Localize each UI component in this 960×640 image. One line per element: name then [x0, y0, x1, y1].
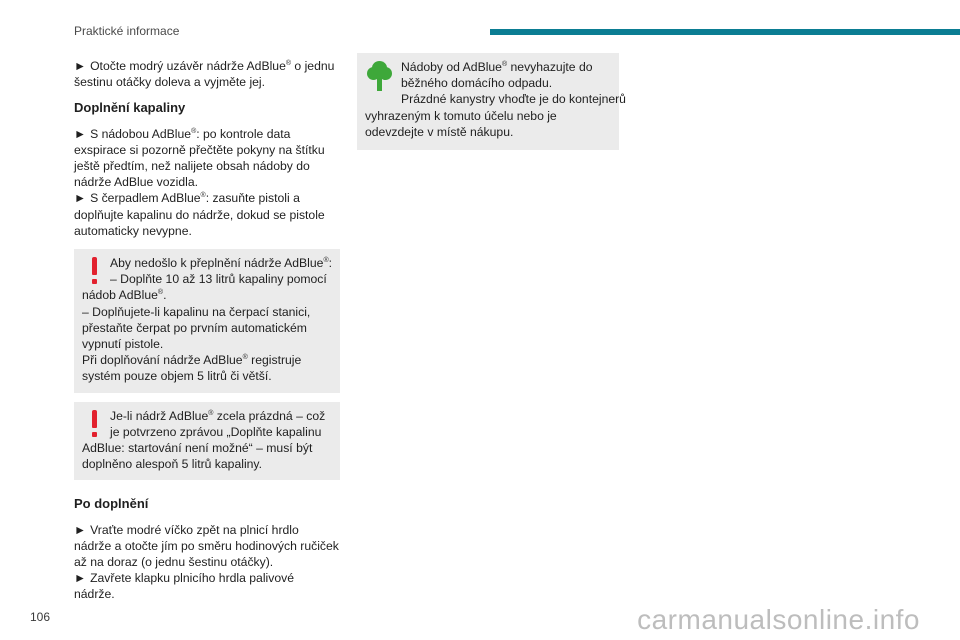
arrow-bullet-icon: ► [74, 522, 87, 537]
eco-note-box: Nádoby od AdBlue® nevyhazujte do běžného domácího odpadu. Prázdné kanystry vhoďte je do kontejnerů vyhrazeným k tomuto účelu nebo je odevzdejte v místě nákupu. [357, 53, 619, 150]
exclamation-warning-icon [88, 410, 102, 440]
overfill-warning-box: Aby nedošlo k přeplnění nádrže AdBlue®: – Doplňte 10 až 13 litrů kapaliny pomocí nádob AdBlue®. – Doplňujete-li kapalinu na čerpací stanici, přestaňte čerpat po prvním automatickém vypnutí pistole. Při doplňování nádrže AdBlue® registruje systém pouze objem 5 litrů či větší. [74, 249, 340, 393]
arrow-bullet-icon: ► [74, 126, 87, 141]
after-refill-heading: Po doplnění [74, 496, 149, 512]
empty-tank-warning-box: Je-li nádrž AdBlue® zcela prázdná – což je potvrzeno zprávou „Doplňte kapalinu AdBlue: startování není možné“ – musí být doplněno alespoň 5 litrů kapaliny. [74, 402, 340, 481]
arrow-bullet-icon: ► [74, 59, 87, 73]
section-title: Praktické informace [74, 24, 180, 38]
arrow-bullet-icon: ► [74, 571, 87, 586]
exclamation-warning-icon [88, 257, 102, 287]
left-column [74, 58, 340, 603]
right-column [357, 53, 626, 150]
arrow-bullet-icon: ► [74, 191, 87, 206]
watermark: carmanualsonline.info [637, 604, 920, 635]
page-number: 106 [30, 610, 51, 624]
header-accent-bar [490, 29, 960, 35]
intro-step: ► Otočte modrý uzávěr nádrže AdBlue® o jednu šestinu otáčky doleva a vyjměte jej. [74, 59, 335, 90]
tree-eco-icon [367, 61, 393, 95]
after-refill-steps: ► Vraťte modré víčko zpět na plnicí hrdlo nádrže a otočte jím po směru hodinových ručiček až na doraz (o jednu šestinu otáčky). ► Zavřete klapku plnicího hrdla palivové nádrže. [74, 522, 339, 602]
refill-heading: Doplnění kapaliny [74, 100, 186, 116]
refill-steps: ► S nádobou AdBlue®: po kontrole data exspirace si pozorně přečtěte pokyny na štítku ještě předtím, než nalijete obsah nádoby do nádrže AdBlue vozidla. ► S čerpadlem AdBlue®: zasuňte pistoli a doplňujte kapalinu do nádrže, dokud se pistole automaticky nevypne. [74, 126, 325, 238]
